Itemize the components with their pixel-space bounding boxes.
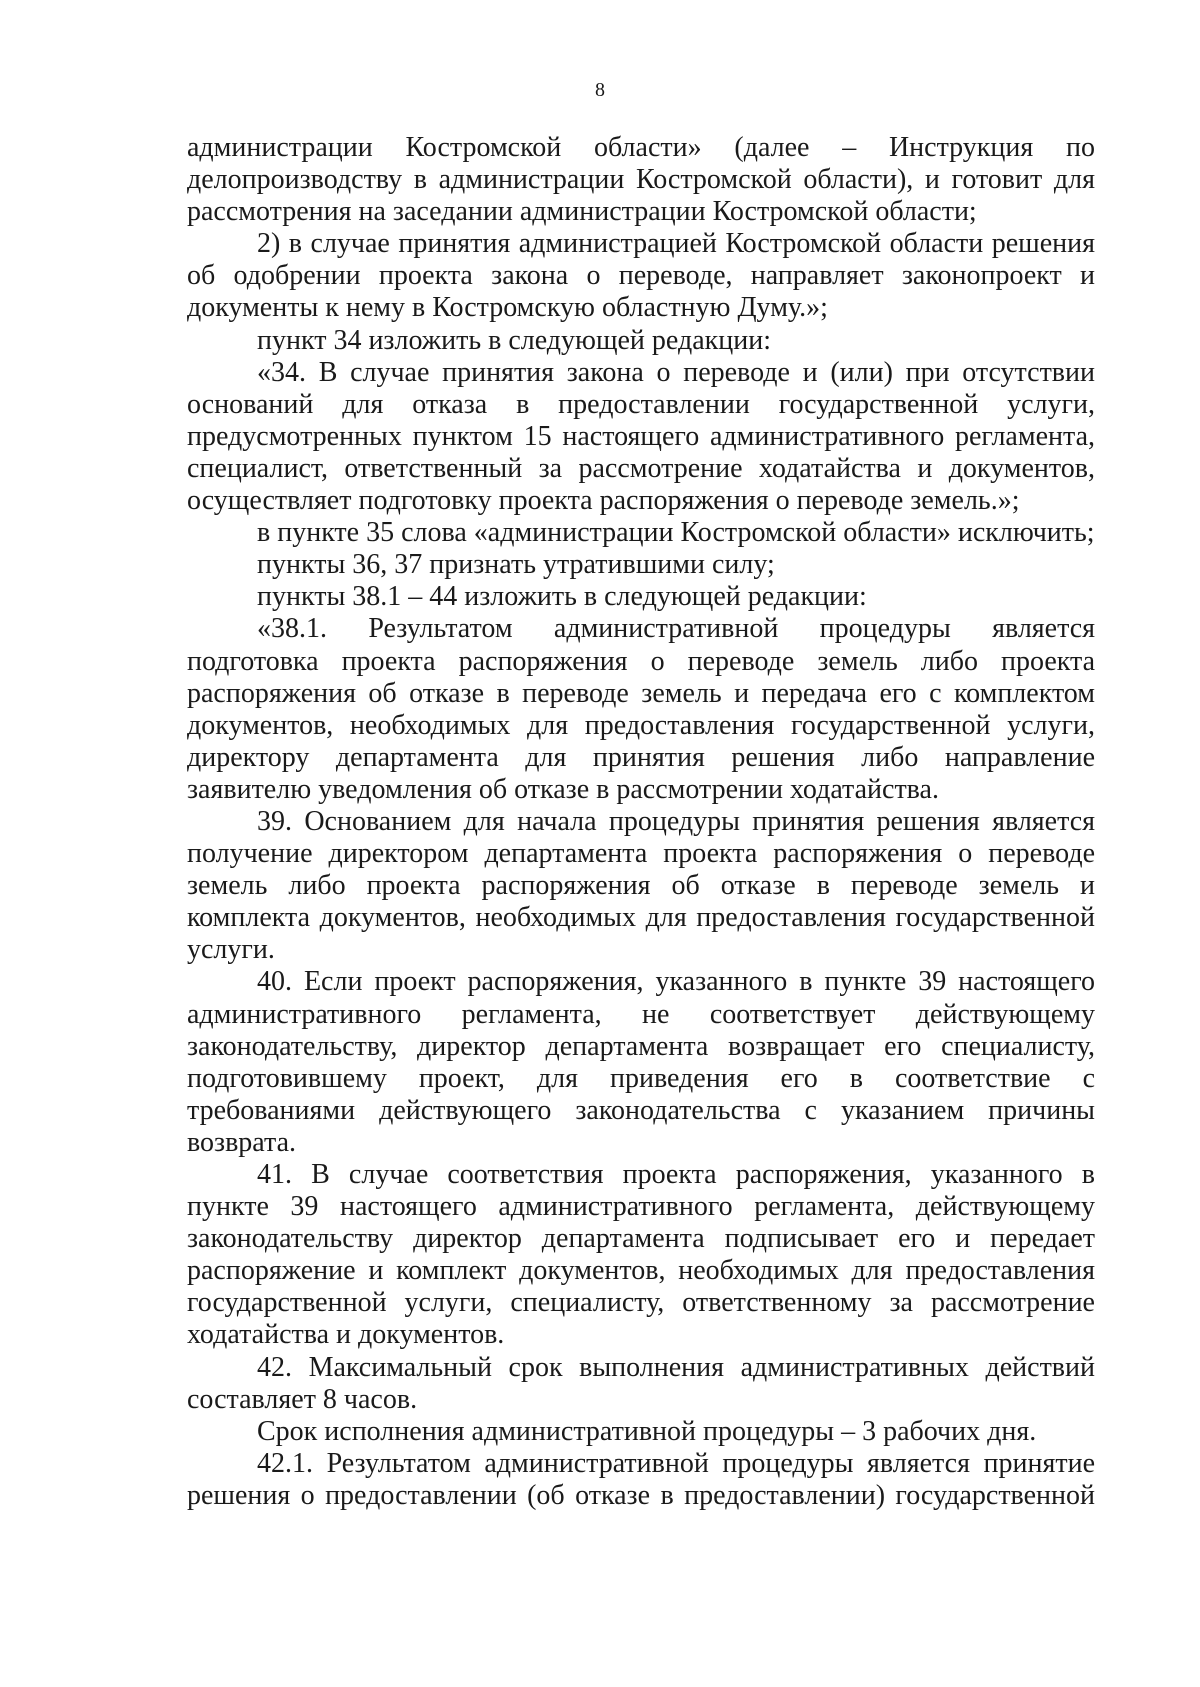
paragraph-11: 41. В случае соответствия проекта распоряжения, указанного в пункте 39 настоящего административного регламента, действующему законодательству директор департамента подписывает его и передает распоряжение и комплект документов, необходимых для предоставления государственной услуги, специалисту, ответственному за рассмотрение ходатайства и документов. [187,1159,1095,1351]
page-number: 8 [595,79,605,101]
paragraph-7: пункты 38.1 – 44 изложить в следующей редакции: [257,581,867,613]
paragraph-9: 39. Основанием для начала процедуры принятия решения является получение директором департамента проекта распоряжения о переводе земель либо проекта распоряжения об отказе в переводе земель и комплекта документов, необходимых для предоставления государственной услуги. [187,805,1095,966]
paragraph-4: «34. В случае принятия закона о переводе и (или) при отсутствии оснований для отказа в предоставлении государственной услуги, предусмотренных пунктом 15 настоящего административного регламента, специалист, ответственный за рассмотрение ходатайства и документов, осуществляет подготовку проекта распоряжения о переводе земель.»; [187,356,1095,517]
paragraph-8: «38.1. Результатом административной процедуры является подготовка проекта распоряжения о переводе земель либо проекта распоряжения об отказе в переводе земель и передача его с комплектом документов, необходимых для предоставления государственной услуги, директору департамента для принятия решения либо направление заявителю уведомления об отказе в рассмотрении ходатайства. [187,613,1095,805]
paragraph-10: 40. Если проект распоряжения, указанного в пункте 39 настоящего административного регламента, не соответствует действующему законодательству, директор департамента возвращает его специалисту, подготовившему проект, для приведения его в соответствие с требованиями действующего законодательства с указанием причины возврата. [187,966,1095,1158]
paragraph-5: в пункте 35 слова «администрации Костромской области» исключить; [257,517,1095,549]
paragraph-2: 2) в случае принятия администрацией Костромской области решения об одобрении проекта закона о переводе, направляет законопроект и документы к нему в Костромскую областную Думу.»; [187,228,1095,324]
paragraph-3: пункт 34 изложить в следующей редакции: [257,324,771,356]
paragraph-13: Срок исполнения административной процедуры – 3 рабочих дня. [257,1415,1037,1447]
document-body [187,132,1095,1512]
paragraph-12: 42. Максимальный срок выполнения административных действий составляет 8 часов. [187,1351,1095,1415]
paragraph-6: пункты 36, 37 признать утратившими силу; [257,549,775,581]
paragraph-1: администрации Костромской области» (далее – Инструкция по делопроизводству в администрации Костромской области), и готовит для рассмотрения на заседании администрации Костромской области; [187,132,1095,228]
paragraph-14: 42.1. Результатом административной процедуры является принятие решения о предоставлении (об отказе в предоставлении) государственной [187,1447,1095,1511]
